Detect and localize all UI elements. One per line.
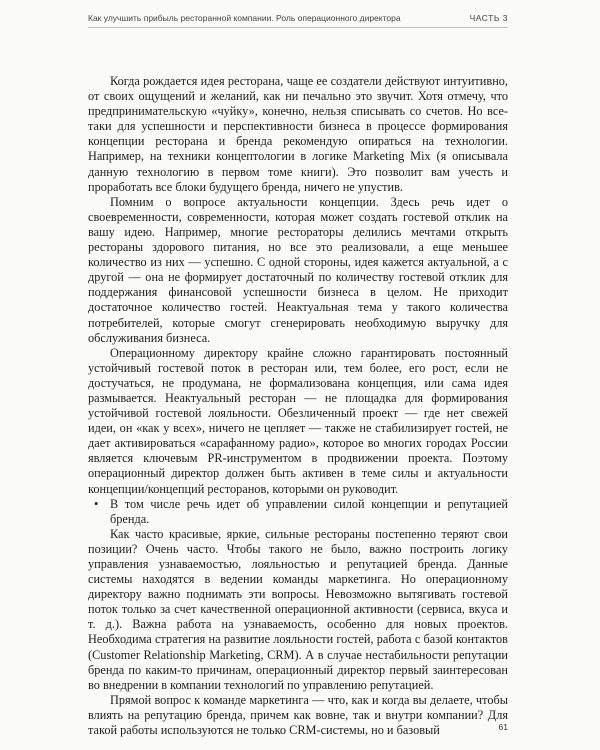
running-header — [88, 13, 508, 27]
paragraph: Когда рождается идея ресторана, чаще ее создатели действуют интуитивно, от своих ощущений и желаний, как ни печально это звучит. Хотя отмечу, что предпринимательскую «чуйку», конечно, нельзя списывать со счетов. Но все-таки для успешности и перспективности бизнеса в процессе формирования концепции ресторана и бренда рекомендую опираться на технологии. Например, на техники концептологии в логике Marketing Mix (я описывала данную технологию в первом томе книги). Это позволит вам учесть и проработать все блоки будущего бренда, ничего не упустив. — [88, 74, 508, 194]
paragraph: Помним о вопросе актуальности концепции. Здесь речь идет о своевременности, современности, которая может создать гостевой отклик на вашу идею. Например, многие рестораторы делились мечтами открыть рестораны здорового питания, но все это реализовали, а еще меньшее количество из них — успешно. С одной стороны, идея кажется актуальной, а с другой — она не формирует достаточный по количеству гостевой отклик для поддержания финансовой успешности бизнеса в целом. Не приходит достаточное количество гостей. Неактуальная тема у такого количества потребителей, которые смогут сгенерировать необходимую выручку для обслуживания бизнеса. — [88, 194, 508, 345]
paragraph: Операционному директору крайне сложно гарантировать постоянный устойчивый гостевой поток в ресторан или, тем более, его рост, если не достучаться, не продумана, не формализована концепция, или сама идея размывается. Неактуальный ресторан — не площадка для формирования устойчивой гостевой лояльности. Обезличенный проект — где нет свежей идеи, он «как у всех», ничего не цепляет — также не стабилизирует гостей, не дает активироваться «сарафанному радио», которое во многих городах России является ключевым PR-инструментом в продвижении проекта. Поэтому операционный директор должен быть активен в теме силы и актуальности концепции/концепций ресторанов, которыми он руководит. — [88, 345, 508, 496]
paragraph: Прямой вопрос к команде маркетинга — что, как и когда вы делаете, чтобы влиять на репутацию бренда, причем как вовне, так и внутри компании? Для такой работы используются не только CRM-системы, но и базовый — [88, 692, 508, 738]
running-title: Как улучшить прибыль ресторанной компании. Роль операционного директора — [88, 13, 401, 23]
paragraph: Как часто красивые, яркие, сильные рестораны постепенно теряют свои позиции? Очень часто. Чтобы такого не было, важно построить логику управления узнаваемостью, лояльностью и репутацией бренда. Данные системы находятся в ведении команды маркетинга. Но операционному директору важно поднимать эти вопросы. Невозможно вытягивать гостевой поток только за счет качественной операционной активности (сервиса, вкуса и т. д.). Важна работа на узнаваемость, особенно для новых проектов. Необходима стратегия на развитие лояльности гостей, работа с базой контактов (Customer Relationship Marketing, CRM). А в случае нестабильности репутации бренда по каким-то причинам, операционный директор первый заинтересован во внедрении в компании технологий по управлению репутацией. — [88, 526, 508, 692]
page-number: 61 — [498, 722, 508, 732]
bullet-item — [88, 497, 508, 527]
bullet-marker: • — [94, 496, 99, 511]
bullet-text: В том числе речь идет об управлении силой концепции и репутацией бренда. — [110, 496, 508, 526]
header-rule — [88, 27, 508, 28]
part-label: ЧАСТЬ 3 — [469, 13, 508, 23]
page-body — [88, 74, 508, 738]
